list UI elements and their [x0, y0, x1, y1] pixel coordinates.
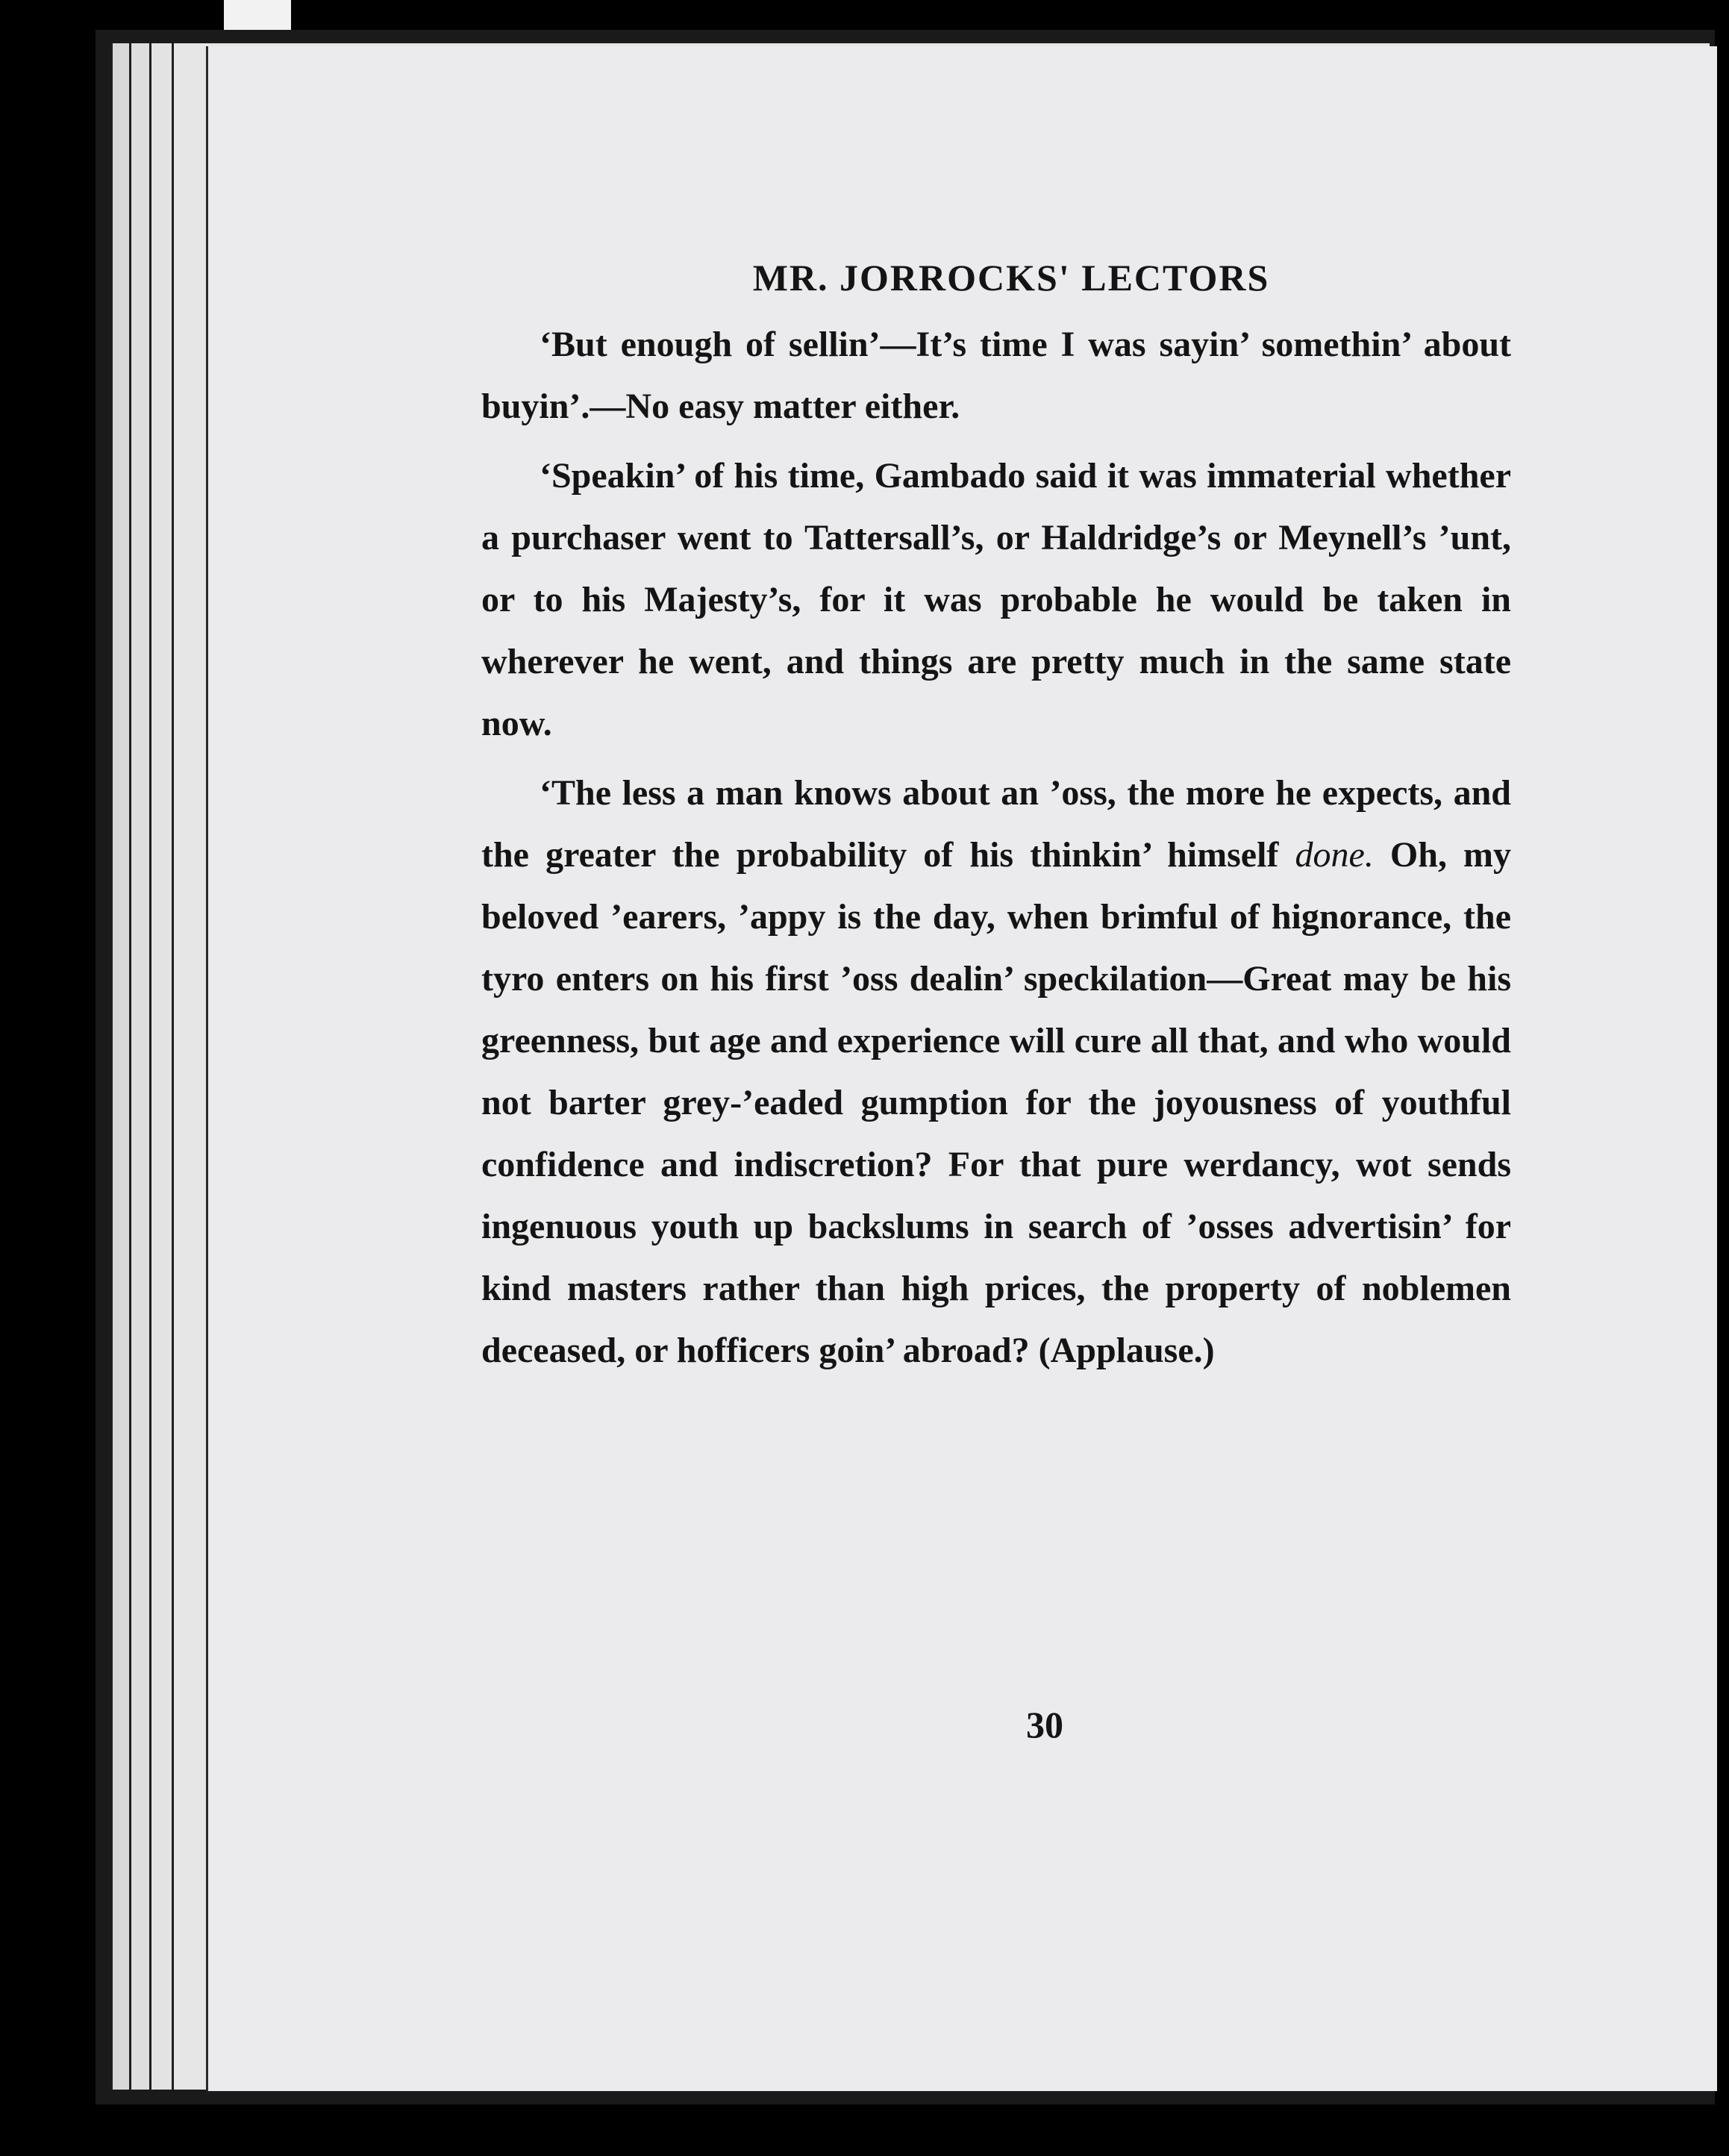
paragraph-3-italic: done. [1295, 835, 1374, 875]
page-text [481, 245, 1511, 1389]
torn-paper-mark [224, 0, 291, 30]
paragraph-3-text-after: Oh, my beloved ’earers, ’appy is the day, when brimful of hignorance, the tyro enters on his first ’oss dealin’ speckilation—Great may be his greenness, but age and experience will cure all that, and who would not barter grey-’eaded gumption for the joyousness of youthful confidence and indiscretion? For that pure werdancy, wot sends ingenuous youth up backslums in search of ’osses advertisin’ for kind masters rather than high prices, the property of noblemen deceased, or hofficers goin’ abroad? (Applause.) [481, 835, 1512, 1370]
running-head: MR. JORROCKS' LECTORS [752, 257, 1270, 299]
paragraph-3-text-before: ‘The less a man knows about an ’oss, the more he expects, and the greater the probability of his thinkin’ himself [481, 773, 1511, 875]
paragraph-1: ‘But enough of sellin’—It’s time I was sayin’ somethin’ about buyin’.—No easy matter either. [481, 325, 1511, 426]
paragraph-2: ‘Speakin’ of his time, Gambado said it was immaterial whether a purchaser went to Tattersall’s, or Haldridge’s or Meynell’s ’unt, or to his Majesty’s, for it was probable he would be taken in wherever he went, and things are pretty much in the same state now. [481, 456, 1511, 743]
paragraph-3 [481, 762, 1511, 1381]
page-number: 30 [1026, 1704, 1063, 1746]
